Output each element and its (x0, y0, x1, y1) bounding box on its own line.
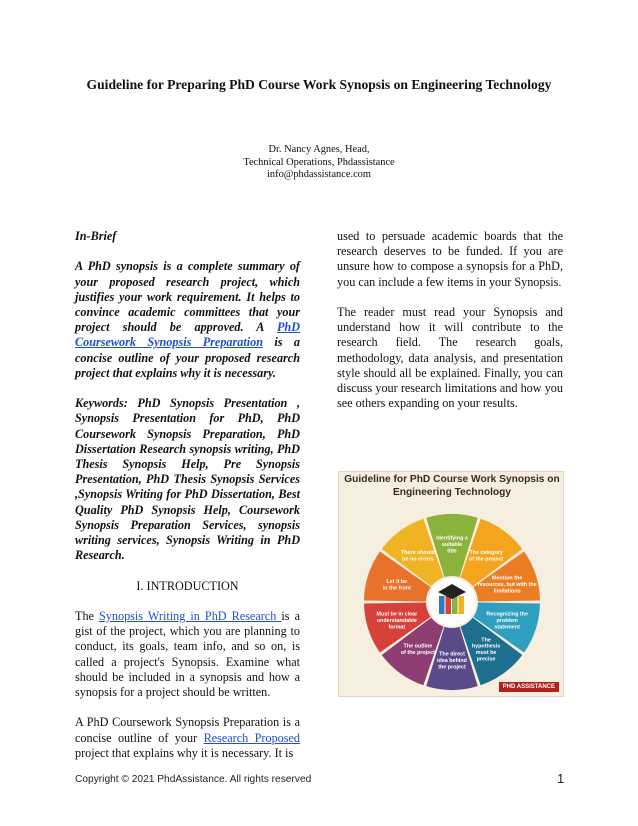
paper-title: Guideline for Preparing PhD Course Work Synopsis on Engineering Technology (86, 77, 552, 92)
infographic-figure (338, 471, 564, 697)
book-icon (446, 596, 452, 614)
segment-label: Identifying a suitable title (436, 535, 468, 555)
infographic-title (339, 474, 564, 499)
right-column (337, 229, 563, 427)
segment-label: There should be no errors (400, 549, 435, 563)
segment-label: Let it be in the front (382, 578, 411, 592)
book-icon (452, 596, 458, 614)
phd-assistance-logo: PHD ASSISTANCE (499, 682, 559, 692)
introduction-heading: I. INTRODUCTION (136, 578, 239, 593)
infographic-title-line1: Guideline for PhD Course Work Synopsis on (344, 474, 560, 485)
abstract-paragraph (75, 259, 300, 381)
segment-label: Mention the resources, but with the limitations (477, 575, 537, 595)
book-icon (439, 596, 445, 614)
continuation-paragraph: used to persuade academic boards that the research deserves to be funded. If you are unsure how to compose a synopsis for a PhD, you can include a few items in your Synopsis. (337, 229, 563, 289)
abstract-text-start: A PhD synopsis is a complete summary of your proposed research project, which justifies your work requirement. It helps to convince academic committees that your project should be approved. A (75, 259, 300, 335)
segment-label: The outline of the project (400, 643, 435, 657)
author-affiliation: Technical Operations, Phdassistance (243, 156, 395, 168)
intro-text-start: The (75, 609, 100, 624)
segment-label: Must be in clear understandable format (376, 611, 418, 631)
in-brief-heading: In-Brief (75, 229, 117, 243)
segment-label: The direct idea behind the project (437, 651, 467, 671)
infographic-title-line2: Engineering Technology (392, 486, 512, 498)
intro-paragraph (75, 609, 300, 700)
book-icon (459, 596, 465, 614)
para2-text-end: project that explains why it is necessary. It is (75, 745, 294, 760)
left-column (75, 229, 300, 776)
author-email: info@phdassistance.com (267, 169, 371, 180)
author-name: Dr. Nancy Agnes, Head, (268, 144, 370, 155)
intro-text-end: is a gist of the project, which you are planning to conduct, its goals, team info, and so on, is called a project's Synopsis. Examine what should be included in a synopsis and how a synopsis for a project should be written. (75, 609, 300, 700)
segment-label: Recognizing the problem statement (486, 611, 528, 631)
reader-paragraph: The reader must read your Synopsis and understand how it will contribute to the research field. The research goals, methodology, data analysis, and presentation style should all be explained. Finally, you can discuss your research limitations and how you see others expanding on your results. (337, 305, 563, 411)
infographic-wheel (339, 472, 564, 697)
phd-coursework-synopsis-link[interactable]: PhD Coursework Synopsis Preparation (75, 320, 300, 350)
page-number: 1 (557, 771, 565, 786)
para2-text-start: A PhD Coursework Synopsis Preparation is a concise outline of your (75, 715, 300, 745)
footer-copyright: Copyright © 2021 PhdAssistance. All rights reserved (75, 774, 312, 785)
second-paragraph (75, 715, 300, 761)
keywords-paragraph: Keywords: PhD Synopsis Presentation , Synopsis Presentation for PhD, PhD Coursework Synopsis Preparation, PhD Dissertation Research synopsis writing, PhD Thesis Synopsis Help, Pre Synopsis Presentation, PhD Thesis Synopsis Services ,Synopsis Writing for PhD Dissertation, Best Quality PhD Synopsis Help, Coursework Synopsis Preparation Services, synopsis writing services, Synopsis Writing in PhD Research. (75, 396, 300, 563)
abstract-text-end: is a concise outline of your proposed research project that explains why it is necessary. (75, 335, 300, 380)
segment-label: The category of the project (469, 549, 504, 563)
segment-label: The hypothesis must be precise (471, 637, 501, 663)
synopsis-writing-link[interactable]: Synopsis Writing in PhD Research (99, 609, 282, 624)
author-block (160, 144, 478, 182)
research-proposed-link[interactable]: Research Proposed (203, 730, 301, 745)
